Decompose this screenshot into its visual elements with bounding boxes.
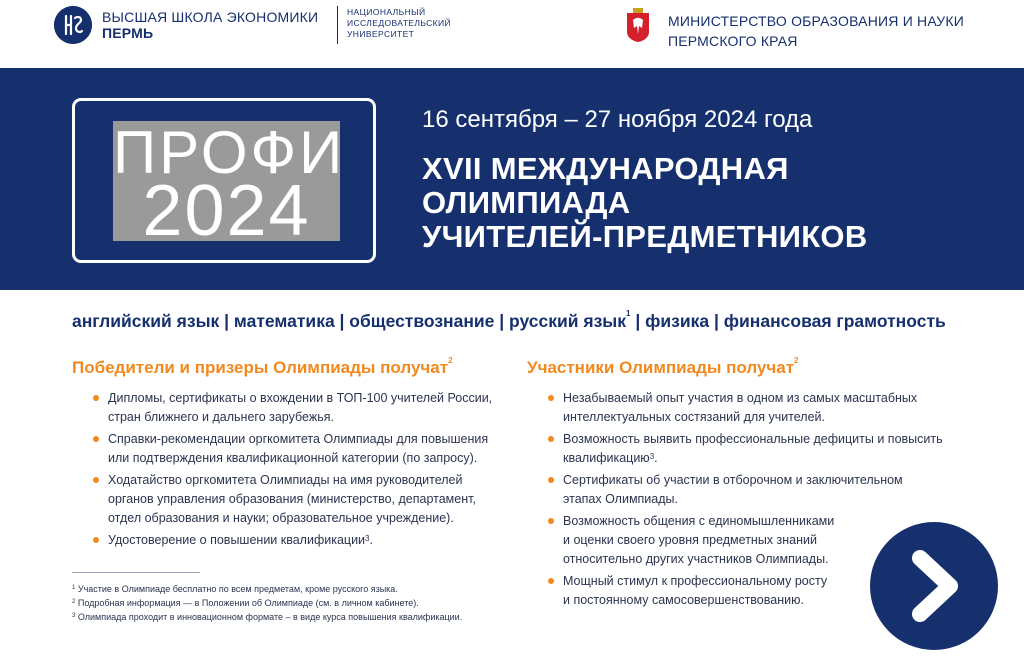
perm-emblem-icon (626, 8, 650, 42)
bullet-icon (548, 477, 554, 483)
header-divider (337, 6, 338, 44)
hse-name-city: ПЕРМЬ (102, 25, 154, 41)
list-item-line: Возможность выявить профессиональные дефициты и повысить (563, 432, 943, 446)
hse-name-line1: ВЫСШАЯ ШКОЛА ЭКОНОМИКИ (102, 9, 319, 25)
bullet-icon (548, 395, 554, 401)
list-item-tail: . (654, 451, 658, 465)
list-item-line: отдел образования и науки; образовательное учреждение). (108, 511, 454, 525)
list-item-line: Мощный стимул к профессиональному росту (563, 574, 828, 588)
hse-sub-line3: УНИВЕРСИТЕТ (347, 29, 415, 39)
winners-section (72, 358, 512, 553)
subjects-footnote-mark: 1 (626, 309, 631, 318)
list-item-line: этапах Олимпиады. (563, 492, 678, 506)
profi-logo (113, 119, 346, 251)
event-dates: 16 сентября – 27 ноября 2024 года (422, 106, 813, 133)
list-item-line: и постоянному самосовершенствованию. (563, 593, 804, 607)
list-item-line: относительно других участников Олимпиады. (563, 552, 829, 566)
winners-heading-text: Победители и призеры Олимпиады получат (72, 358, 449, 377)
footnote-number: 3 (72, 613, 76, 619)
subjects-part2: | физика | финансовая грамотность (630, 311, 946, 331)
hse-name (102, 9, 318, 41)
list-item-line (108, 531, 512, 550)
profi-logo-word: ПРОФИ (113, 119, 346, 186)
bullet-icon (93, 537, 99, 543)
list-item-line: Сертификаты об участии в отборочном и заключительном (563, 473, 903, 487)
footnote-text: Подробная информация — в Положении об Олимпиаде (см. в личном кабинете). (77, 598, 419, 608)
banner (0, 68, 1024, 290)
list-item-line: Дипломы, сертификаты о вхождении в ТОП-100 учителей России, (108, 391, 493, 405)
list-item (72, 531, 512, 550)
subjects-list (72, 311, 946, 332)
hse-sub-line2: ИССЛЕДОВАТЕЛЬСКИЙ (347, 18, 452, 28)
list-item (527, 389, 947, 427)
list-item-line: стран ближнего и дальнего зарубежья. (108, 410, 334, 424)
chevron-right-icon (870, 522, 998, 650)
list-item-line (563, 449, 947, 468)
list-item-line: Незабываемый опыт участия в одном из самых масштабных (563, 391, 918, 405)
footnote (72, 610, 462, 624)
list-item-text: квалификацию (563, 451, 650, 465)
participants-heading-footnote: 2 (794, 356, 799, 365)
list-item-tail: . (369, 533, 373, 547)
footnote-divider (72, 572, 200, 573)
list-item-line: органов управления образования (министерство, департамент, (108, 492, 476, 506)
list-item (72, 430, 512, 468)
ministry-line1: МИНИСТЕРСТВО ОБРАЗОВАНИЯ И НАУКИ (668, 13, 964, 29)
list-item (72, 471, 512, 528)
list-item-line: или подтверждения квалификационной категории (по запросу). (108, 451, 478, 465)
winners-list (72, 389, 512, 550)
list-item-line: и оценки своего уровня предметных знаний (563, 533, 817, 547)
list-item (527, 471, 947, 509)
bullet-icon (93, 436, 99, 442)
participants-heading (527, 358, 947, 378)
ministry-name (668, 11, 964, 51)
winners-heading-footnote: 2 (448, 356, 453, 365)
bullet-icon (93, 477, 99, 483)
footnote-text: Участие в Олимпиаде бесплатно по всем предметам, кроме русского языка. (77, 584, 398, 594)
profi-logo-year: 2024 (142, 171, 311, 251)
header (0, 0, 1024, 68)
list-item-line: Возможность общения с единомышленниками (563, 514, 835, 528)
footnote-mark: 3 (649, 452, 655, 461)
list-item (527, 430, 947, 468)
footnote-number: 2 (72, 599, 76, 605)
hse-sub-line1: НАЦИОНАЛЬНЫЙ (347, 7, 426, 17)
bullet-icon (548, 436, 554, 442)
olympiad-title-line3: УЧИТЕЛЕЙ-ПРЕДМЕТНИКОВ (422, 219, 868, 254)
footnote-text: Олимпиада проходит в инновационном формате – в виде курса повышения квалификации. (77, 612, 463, 622)
profi-logo-frame (72, 98, 376, 263)
bullet-icon (93, 395, 99, 401)
next-slide-button[interactable] (870, 522, 998, 650)
olympiad-title (422, 152, 868, 254)
subjects-part1: английский язык | математика | обществознание | русский язык (72, 311, 627, 331)
olympiad-title-line2: ОЛИМПИАДА (422, 185, 631, 220)
list-item-line: Справки-рекомендации оргкомитета Олимпиады для повышения (108, 432, 489, 446)
bullet-icon (548, 578, 554, 584)
footnote (72, 582, 462, 596)
ministry-line2: ПЕРМСКОГО КРАЯ (668, 33, 798, 49)
hse-subtitle (347, 7, 451, 40)
list-item-text: Удостоверение о повышении квалификации (108, 533, 366, 547)
footnote (72, 596, 462, 610)
footnotes (72, 582, 462, 624)
footnote-mark: 3 (365, 534, 370, 543)
participants-heading-text: Участники Олимпиады получат (527, 358, 795, 377)
footnote-number: 1 (72, 585, 76, 591)
list-item (72, 389, 512, 427)
bullet-icon (548, 518, 554, 524)
list-item-line: интеллектуальных состязаний для учителей. (563, 410, 826, 424)
olympiad-title-line1: XVII МЕЖДУНАРОДНАЯ (422, 151, 789, 186)
list-item-line: Ходатайство оргкомитета Олимпиады на имя руководителей (108, 473, 463, 487)
hse-logo-icon (54, 6, 92, 44)
winners-heading (72, 358, 512, 378)
